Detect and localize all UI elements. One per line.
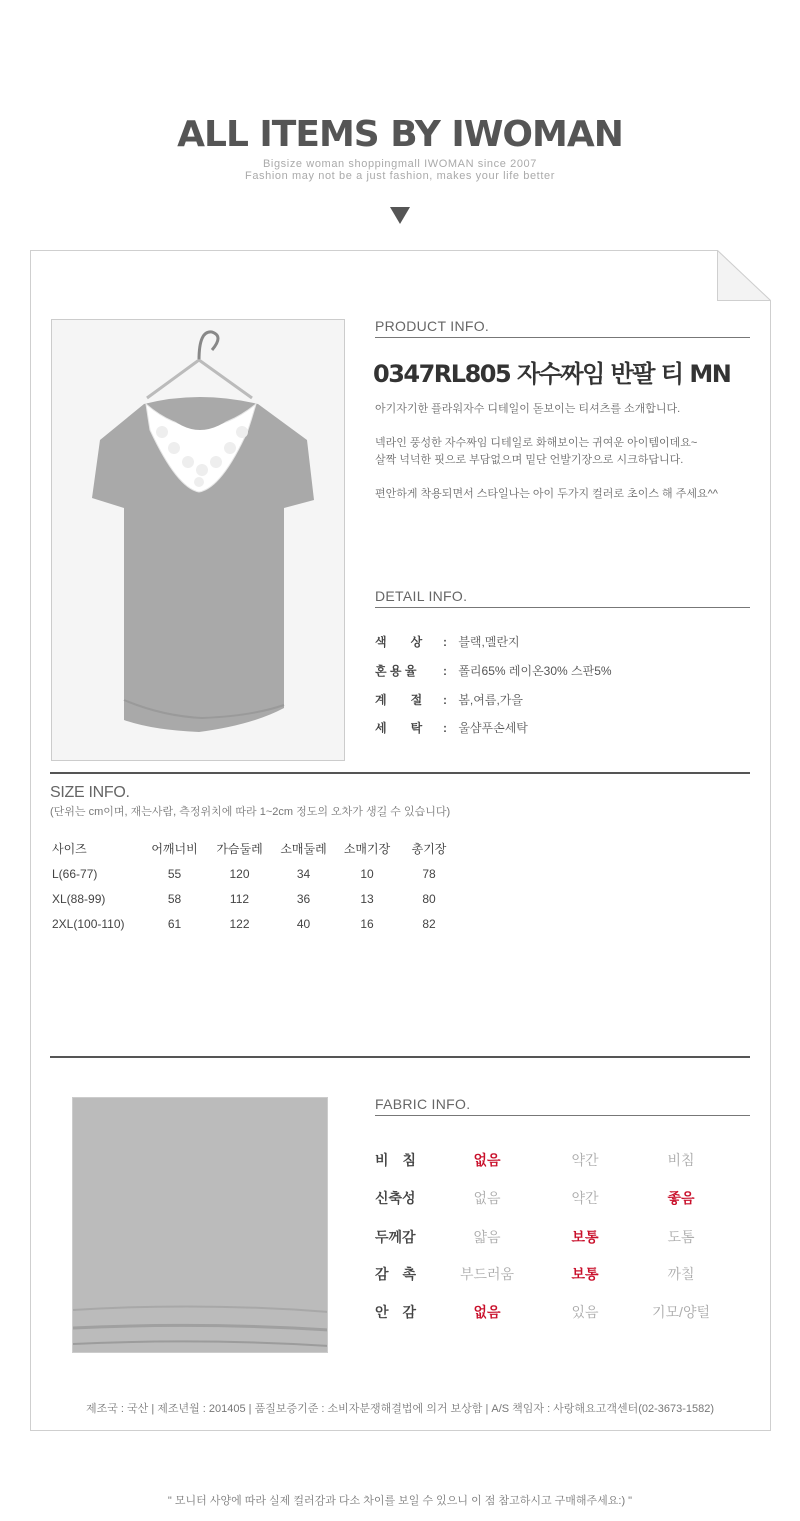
size-cell: 40 xyxy=(296,916,311,931)
table-row xyxy=(52,886,459,911)
size-cell: 16 xyxy=(360,916,374,931)
size-header-cell: 총기장 xyxy=(411,842,447,856)
detail-label: 세 탁 xyxy=(375,721,423,735)
detail-row-season: 계 절 : 봄,여름,가을 xyxy=(375,693,523,707)
fabric-label: 비 침 xyxy=(375,1152,417,1168)
detail-label: 계 절 xyxy=(375,693,423,707)
description-line: 아기자기한 플라워자수 디테일이 돋보이는 티셔츠를 소개합니다. xyxy=(375,403,681,415)
brand-title: ALL ITEMS BY IWOMAN xyxy=(177,114,623,155)
detail-row-washing: 세 탁 : 울샴푸손세탁 xyxy=(375,721,528,735)
fabric-info-title: FABRIC INFO. xyxy=(375,1096,750,1116)
detail-value: 폴리65% 레이온30% 스판5% xyxy=(458,664,612,678)
size-header-cell: 사이즈 xyxy=(52,842,87,856)
fabric-label: 신축성 xyxy=(375,1190,416,1206)
tshirt-image xyxy=(52,320,345,761)
fabric-row-lining xyxy=(375,1302,755,1324)
fabric-option: 도톰 xyxy=(667,1229,695,1245)
fabric-option: 기모/양털 xyxy=(652,1304,710,1320)
size-cell: 122 xyxy=(229,916,250,931)
size-note: (단위는 cm이며, 재는사람, 측정위치에 따라 1~2cm 정도의 오차가 생길 수 있습니다) xyxy=(50,806,451,818)
product-name: 0347RL805 자수짜임 반팔 티 MN xyxy=(373,360,731,388)
fabric-row-texture xyxy=(375,1264,755,1286)
size-cell: 82 xyxy=(422,916,436,931)
detail-label: 혼 용 율 xyxy=(375,664,417,678)
fabric-label: 감 촉 xyxy=(375,1266,417,1282)
size-cell: 55 xyxy=(167,866,182,881)
size-cell: 112 xyxy=(229,891,250,906)
detail-value: 블랙,멜란지 xyxy=(458,635,520,649)
size-cell: 10 xyxy=(360,866,374,881)
table-row xyxy=(52,911,459,936)
card-top-border xyxy=(30,250,718,251)
color-disclaimer: " 모니터 사양에 따라 실제 컬러감과 다소 차이를 보일 수 있으니 이 점 참고하시고 구매해주세요:) " xyxy=(167,1495,633,1507)
manufacturing-info: 제조국 : 국산 | 제조년월 : 201405 | 품질보증기준 : 소비자분쟁해결법에 의거 보상함 | A/S 책임자 : 사랑해요고객센터(02-3673-1582) xyxy=(85,1403,715,1415)
product-info-title: PRODUCT INFO. xyxy=(375,318,750,338)
folded-corner-icon xyxy=(717,250,771,301)
fabric-option-selected: 없음 xyxy=(473,1152,501,1168)
size-header-cell: 어깨너비 xyxy=(151,842,198,856)
product-description xyxy=(375,401,755,503)
description-line xyxy=(375,418,755,435)
size-table-header xyxy=(52,836,459,861)
fabric-option: 비침 xyxy=(667,1152,695,1168)
fabric-option: 약간 xyxy=(571,1152,599,1168)
size-cell: XL(88-99) xyxy=(52,891,106,906)
description-line xyxy=(375,469,755,486)
fabric-option: 부드러움 xyxy=(459,1266,515,1282)
fabric-option: 없음 xyxy=(473,1190,501,1206)
fabric-row-stretch xyxy=(375,1188,755,1210)
fabric-option-selected: 없음 xyxy=(473,1304,501,1320)
size-cell: L(66-77) xyxy=(52,866,98,881)
fabric-option-selected: 보통 xyxy=(571,1229,599,1245)
fabric-texture-image xyxy=(73,1098,328,1353)
fabric-option: 얇음 xyxy=(473,1229,501,1245)
description-line: 넥라인 풍성한 자수짜임 디테일로 화해보이는 귀여운 아이템이데요~ xyxy=(375,437,698,449)
card-right-border xyxy=(770,300,771,1431)
fabric-label: 두께감 xyxy=(375,1229,416,1245)
detail-value: 봄,여름,가을 xyxy=(458,693,523,707)
brand-header xyxy=(0,112,800,182)
fabric-closeup-photo xyxy=(72,1097,328,1353)
fabric-option: 까칠 xyxy=(667,1266,695,1282)
size-cell: 13 xyxy=(360,891,374,906)
size-cell: 2XL(100-110) xyxy=(52,916,125,931)
size-cell: 61 xyxy=(167,916,182,931)
size-cell: 36 xyxy=(296,891,311,906)
fabric-row-thickness xyxy=(375,1227,755,1249)
size-header-cell: 소매기장 xyxy=(343,842,391,856)
size-cell: 34 xyxy=(296,866,311,881)
divider xyxy=(50,1056,750,1058)
brand-subtitle-1: Bigsize woman shoppingmall IWOMAN since 2007 xyxy=(262,158,537,170)
fabric-option: 있음 xyxy=(571,1304,599,1320)
detail-value: 울샴푸손세탁 xyxy=(458,721,528,735)
size-cell: 78 xyxy=(422,866,436,881)
size-cell: 120 xyxy=(229,866,250,881)
divider xyxy=(50,772,750,774)
fabric-option-selected: 보통 xyxy=(571,1266,599,1282)
detail-info-title: DETAIL INFO. xyxy=(375,588,750,608)
description-line: 살짝 넉넉한 핏으로 부담없으며 밑단 언발기장으로 시크하답니다. xyxy=(375,454,684,466)
detail-row-color: 색 상 : 블랙,멜란지 xyxy=(375,635,520,649)
size-table xyxy=(52,836,459,936)
table-row xyxy=(52,861,459,886)
fabric-option: 약간 xyxy=(571,1190,599,1206)
fabric-row-sheerness xyxy=(375,1150,755,1172)
size-cell: 80 xyxy=(422,891,436,906)
size-header-cell: 가슴둘레 xyxy=(216,842,263,856)
description-line: 편안하게 착용되면서 스타일나는 아이 두가지 컬러로 초이스 해 주세요^^ xyxy=(375,488,718,500)
size-header-cell: 소매둘레 xyxy=(280,842,327,856)
fabric-option-selected: 좋음 xyxy=(667,1190,695,1206)
product-photo xyxy=(51,319,345,761)
fabric-label: 안 감 xyxy=(375,1304,417,1320)
size-cell: 58 xyxy=(167,891,182,906)
down-arrow-icon xyxy=(390,207,410,224)
size-info-title: SIZE INFO. xyxy=(50,784,130,801)
detail-label: 색 상 xyxy=(375,635,423,649)
detail-row-material: 혼 용 율 : 폴리65% 레이온30% 스판5% xyxy=(375,664,612,678)
brand-subtitle-2: Fashion may not be a just fashion, makes your life better xyxy=(245,170,555,182)
